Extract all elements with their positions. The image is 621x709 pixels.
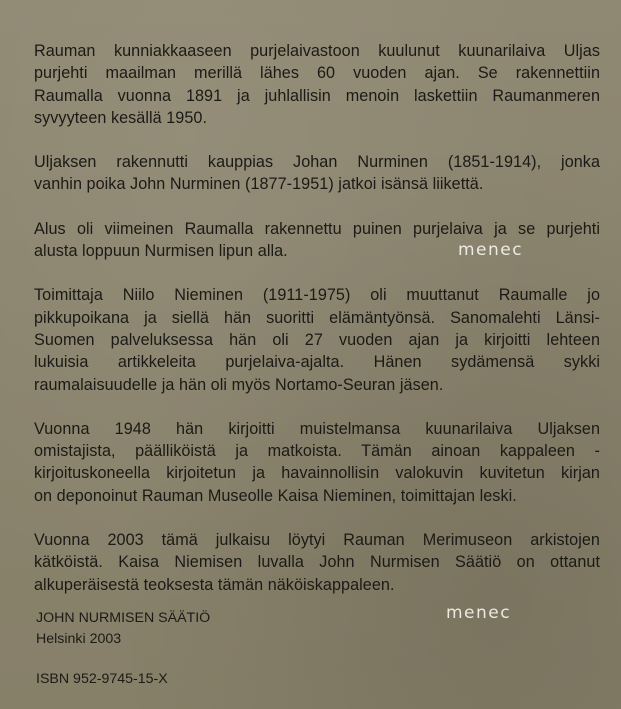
text-line: alusta loppuun Nurmisen lipun alla. xyxy=(34,242,288,261)
text-line: omistajista, päälliköistä ja matkoista. Tämän ainoan kappaleen - xyxy=(34,442,600,461)
text-line: Raumalla vuonna 1891 ja juhlallisin menoin laskettiin Raumanmeren xyxy=(34,86,600,105)
text-line: Suomen palveluksessa hän oli 27 vuoden ajan ja kirjoitti lehteen xyxy=(34,330,600,349)
text-line: Alus oli viimeinen Raumalla rakennettu puinen purjelaiva ja se purjehti xyxy=(34,219,600,238)
publisher-place-year: Helsinki 2003 xyxy=(36,631,122,647)
text-line: on deponoinut Rauman Museolle Kaisa Nieminen, toimittajan leski. xyxy=(34,486,517,505)
paragraph-4 xyxy=(34,284,600,395)
publisher-block xyxy=(36,608,210,650)
text-line: lukuisia artikkeleita purjelaiva-ajalta. Hänen sydämensä sykki xyxy=(34,353,600,372)
text-line: syvyyteen kesällä 1950. xyxy=(34,108,208,127)
publisher-name: JOHN NURMISEN SÄÄTIÖ xyxy=(36,610,211,626)
text-line: vanhin poika John Nurminen (1877-1951) jatkoi isänsä liikettä. xyxy=(34,175,484,194)
paragraph-6 xyxy=(34,529,600,596)
paragraph-5 xyxy=(34,418,600,507)
text-line: kirjoituskoneella kirjoitetun ja havainnollisin valokuvin kuvitetun kirjan xyxy=(34,464,600,483)
text-line: pikkupoikana ja siellä hän suoritti elämäntyönsä. Sanomalehti Länsi- xyxy=(34,308,600,327)
text-line: Toimittaja Niilo Nieminen (1911-1975) oli muuttanut Raumalle jo xyxy=(34,286,600,305)
isbn-number: ISBN 952-9745-15-X xyxy=(36,671,168,687)
text-line: Uljaksen rakennutti kauppias Johan Nurminen (1851-1914), jonka xyxy=(34,153,600,172)
paragraph-2 xyxy=(34,151,600,196)
text-line: Vuonna 1948 hän kirjoitti muistelmansa kuunarilaiva Uljaksen xyxy=(34,419,600,438)
text-body xyxy=(34,40,600,618)
watermark-text: menec xyxy=(446,603,512,623)
paragraph-1 xyxy=(34,40,600,129)
text-line: kätköistä. Kaisa Niemisen luvalla John Nurmisen Säätiö on ottanut xyxy=(34,553,600,572)
text-line: Rauman kunniakkaaseen purjelaivastoon kuulunut kuunarilaiva Uljas xyxy=(34,42,600,60)
text-line: Vuonna 2003 tämä julkaisu löytyi Rauman Merimuseon arkistojen xyxy=(34,531,600,550)
text-line: purjehti maailman merillä lähes 60 vuoden ajan. Se rakennettiin xyxy=(34,64,600,83)
text-line: raumalaisuudelle ja hän oli myös Nortamo-Seuran jäsen. xyxy=(34,375,444,394)
text-line: alkuperäisestä teoksesta tämän näköiskappaleen. xyxy=(34,575,395,594)
watermark-text: menec xyxy=(458,240,524,260)
